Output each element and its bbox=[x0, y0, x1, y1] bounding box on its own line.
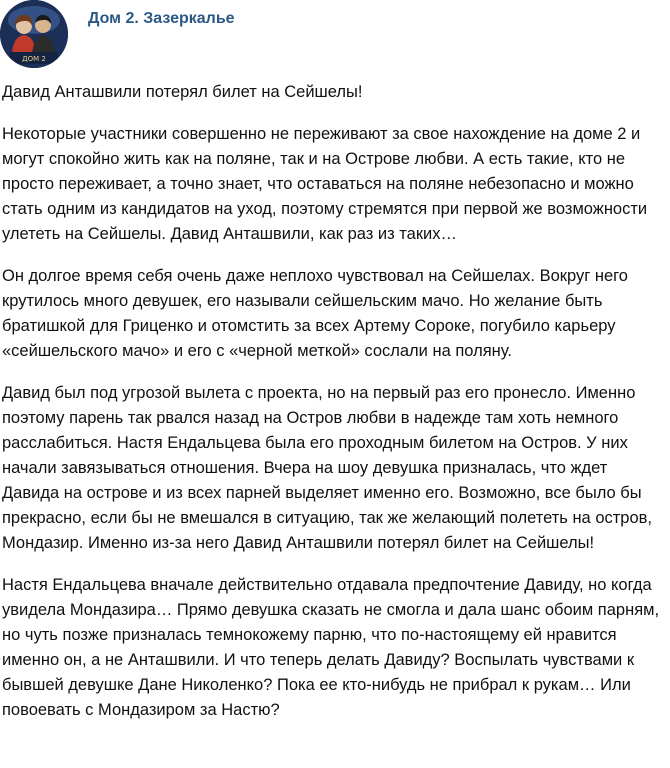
group-avatar[interactable] bbox=[0, 0, 68, 68]
post-paragraph-1: Некоторые участники совершенно не переживают за свое нахождение на доме 2 и могут спокойно жить как на поляне, так и на Острове любви. А есть такие, кто не просто переживает, а точно знает, что оставаться на поляне небезопасно и можно стать одним из кандидатов на уход, поэтому стремятся при первой же возможности улететь на Сейшелы. Давид Анташвили, как раз из таких… bbox=[2, 125, 648, 243]
post-header bbox=[0, 0, 670, 72]
post-paragraph-3: Давид был под угрозой вылета с проекта, но на первый раз его пронесло. Именно поэтому парень так рвался назад на Остров любви в надежде там хоть немного расслабиться. Настя Ендальцева была его проходным билетом на Остров. У них начали завязываться отношения. Вчера на шоу девушка призналась, что ждет Давида на острове и из всех парней выделяет именно его. Возможно, все было бы прекрасно, если бы не вмешался в ситуацию, так же желающий полететь на остров, Мондазир. Именно из-за него Давид Анташвили потерял билет на Сейшелы! bbox=[2, 384, 653, 552]
post-text bbox=[2, 80, 664, 740]
group-avatar-icon bbox=[0, 0, 68, 68]
post-paragraph-2: Он долгое время себя очень даже неплохо чувствовал на Сейшелах. Вокруг него крутилось много девушек, его называли сейшельским мачо. Но желание быть братишкой для Гриценко и отомстить за всех Артему Сороке, погубило карьеру «сейшельского мачо» и его с «черной меткой» сослали на поляну. bbox=[2, 267, 628, 360]
post-title: Давид Анташвили потерял билет на Сейшелы! bbox=[2, 83, 363, 101]
post-paragraph-4: Настя Ендальцева вначале действительно отдавала предпочтение Давиду, но когда увидела Мондазира… Прямо девушка сказать не смогла и дала шанс обоим парням, но чуть позже призналась темнокожему парню, что по-настоящему ей нравится именно он, а не Анташвили. И что теперь делать Давиду? Воспылать чувствами к бывшей девушке Дане Николенко? Пока ее кто-нибудь не прибрал к рукам… Или повоевать с Мондазиром за Настю? bbox=[2, 576, 660, 719]
group-name-link[interactable]: Дом 2. Зазеркалье bbox=[88, 10, 235, 27]
svg-text:ДОМ 2: ДОМ 2 bbox=[22, 55, 46, 63]
